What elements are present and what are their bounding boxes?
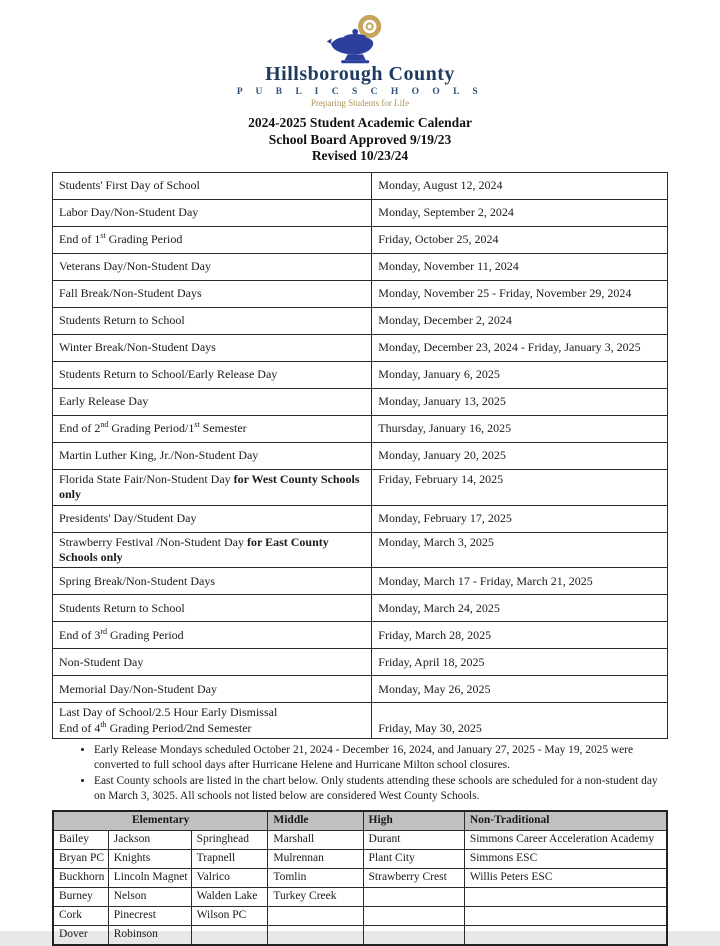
event-label: Memorial Day/Non-Student Day: [53, 676, 372, 703]
event-date: Thursday, January 16, 2025: [372, 415, 668, 442]
event-date: Friday, May 30, 2025: [372, 703, 668, 739]
academic-calendar-table: [52, 172, 668, 739]
event-date: Monday, December 2, 2024: [372, 307, 668, 334]
event-date: Monday, March 24, 2025: [372, 595, 668, 622]
school-name-cell: Springhead: [191, 831, 268, 850]
event-label: End of 3rd Grading Period: [53, 622, 372, 649]
schools-row: [53, 907, 667, 926]
schools-column-header: Non-Traditional: [464, 811, 667, 831]
calendar-row: [53, 622, 668, 649]
event-label: Winter Break/Non-Student Days: [53, 334, 372, 361]
school-name-cell: [363, 888, 464, 907]
school-name-cell: Trapnell: [191, 850, 268, 869]
calendar-row: [53, 199, 668, 226]
calendar-row: [53, 532, 668, 568]
calendar-row: [53, 649, 668, 676]
event-date: Friday, October 25, 2024: [372, 226, 668, 253]
schools-column-header: High: [363, 811, 464, 831]
event-label: Martin Luther King, Jr./Non-Student Day: [53, 442, 372, 469]
event-label: End of 1st Grading Period: [53, 226, 372, 253]
event-date: Monday, September 2, 2024: [372, 199, 668, 226]
event-label: Students Return to School: [53, 307, 372, 334]
title-block: [0, 115, 720, 165]
east-county-schools-table: [52, 810, 668, 946]
lamp-of-knowledge-icon: [325, 12, 395, 66]
school-name-cell: Mulrennan: [268, 850, 363, 869]
revision-line: Revised 10/23/24: [311, 148, 409, 164]
school-name-cell: Valrico: [191, 869, 268, 888]
schools-table-body: [53, 831, 667, 946]
event-date: Monday, January 13, 2025: [372, 388, 668, 415]
calendar-row: [53, 415, 668, 442]
event-label: End of 2nd Grading Period/1st Semester: [53, 415, 372, 442]
event-date: Monday, February 17, 2025: [372, 505, 668, 532]
event-label: Students Return to School/Early Release Day: [53, 361, 372, 388]
event-date: Monday, January 20, 2025: [372, 442, 668, 469]
calendar-row: [53, 568, 668, 595]
event-date: Monday, August 12, 2024: [372, 172, 668, 199]
school-name-cell: Cork: [53, 907, 108, 926]
document-title: 2024-2025 Student Academic Calendar: [248, 115, 472, 130]
school-name-cell: Bryan PC: [53, 850, 108, 869]
school-name-cell: Knights: [108, 850, 191, 869]
schools-row: [53, 926, 667, 946]
school-name-cell: Buckhorn: [53, 869, 108, 888]
event-label: Last Day of School/2.5 Hour Early Dismissal End of 4th Grading Period/2nd Semester: [53, 703, 372, 739]
event-label: Non-Student Day: [53, 649, 372, 676]
school-name-cell: Dover: [53, 926, 108, 946]
school-name-cell: [268, 907, 363, 926]
school-name-cell: Lincoln Magnet: [108, 869, 191, 888]
school-name-cell: Willis Peters ESC: [464, 869, 667, 888]
school-name-cell: Tomlin: [268, 869, 363, 888]
event-date: Monday, November 11, 2024: [372, 253, 668, 280]
school-name-cell: Bailey: [53, 831, 108, 850]
school-name-cell: Wilson PC: [191, 907, 268, 926]
school-name-cell: [464, 888, 667, 907]
school-name-cell: [363, 907, 464, 926]
event-date: Friday, February 14, 2025: [372, 469, 668, 505]
calendar-row: [53, 676, 668, 703]
note-item: • East County schools are listed in the chart below. Only students attending these schools are scheduled for a non-student day on March 3, 3025. All schools not listed below are considered West County Schools.: [94, 774, 660, 804]
event-date: Friday, March 28, 2025: [372, 622, 668, 649]
school-name-cell: Burney: [53, 888, 108, 907]
school-name-cell: Strawberry Crest: [363, 869, 464, 888]
calendar-row: [53, 505, 668, 532]
event-label: Presidents' Day/Student Day: [53, 505, 372, 532]
calendar-row: [53, 253, 668, 280]
calendar-row: [53, 469, 668, 505]
calendar-row: [53, 703, 668, 739]
calendar-row: [53, 595, 668, 622]
schools-column-header: Elementary: [53, 811, 268, 831]
school-name-cell: [268, 926, 363, 946]
event-date: Monday, January 6, 2025: [372, 361, 668, 388]
event-label: Strawberry Festival /Non-Student Day for East County Schools only: [53, 532, 372, 568]
school-name-cell: Pinecrest: [108, 907, 191, 926]
schools-row: [53, 850, 667, 869]
schools-table-head: [53, 811, 667, 831]
schools-row: [53, 869, 667, 888]
calendar-table-body: [53, 172, 668, 738]
school-name-cell: Marshall: [268, 831, 363, 850]
school-name-cell: Durant: [363, 831, 464, 850]
school-name-cell: Jackson: [108, 831, 191, 850]
school-name-cell: Turkey Creek: [268, 888, 363, 907]
event-label: Florida State Fair/Non-Student Day for West County Schools only: [53, 469, 372, 505]
event-label: Early Release Day: [53, 388, 372, 415]
school-name-cell: Robinson: [108, 926, 191, 946]
document-header: [0, 0, 720, 165]
school-name-cell: Walden Lake: [191, 888, 268, 907]
calendar-row: [53, 226, 668, 253]
schools-row: [53, 831, 667, 850]
school-name-cell: Plant City: [363, 850, 464, 869]
school-name-cell: [363, 926, 464, 946]
calendar-row: [53, 334, 668, 361]
note-item: • Early Release Mondays scheduled October 21, 2024 - December 16, 2024, and January 27, 2025 - May 19, 2025 were converted to full school days after Hurricane Helene and Hurricane Milton school closures.: [94, 743, 660, 773]
school-name-cell: [191, 926, 268, 946]
event-label: Labor Day/Non-Student Day: [53, 199, 372, 226]
event-date: Monday, March 17 - Friday, March 21, 2025: [372, 568, 668, 595]
approval-line: School Board Approved 9/19/23: [268, 131, 452, 147]
school-name-cell: Simmons ESC: [464, 850, 667, 869]
calendar-row: [53, 388, 668, 415]
event-label: Veterans Day/Non-Student Day: [53, 253, 372, 280]
event-date: Monday, May 26, 2025: [372, 676, 668, 703]
school-name-cell: [464, 907, 667, 926]
brand-tagline: Preparing Students for Life: [310, 98, 410, 108]
calendar-row: [53, 361, 668, 388]
event-date: Monday, March 3, 2025: [372, 532, 668, 568]
calendar-row: [53, 307, 668, 334]
schools-column-header: Middle: [268, 811, 363, 831]
event-date: Monday, November 25 - Friday, November 29, 2024: [372, 280, 668, 307]
event-label: Students Return to School: [53, 595, 372, 622]
brand-name: Hillsborough County: [265, 63, 455, 85]
event-date: Monday, December 23, 2024 - Friday, January 3, 2025: [372, 334, 668, 361]
event-label: Students' First Day of School: [53, 172, 372, 199]
school-name-cell: Nelson: [108, 888, 191, 907]
event-date: Friday, April 18, 2025: [372, 649, 668, 676]
schools-row: [53, 888, 667, 907]
calendar-row: [53, 280, 668, 307]
school-name-cell: Simmons Career Acceleration Academy: [464, 831, 667, 850]
event-label: Spring Break/Non-Student Days: [53, 568, 372, 595]
calendar-row: [53, 172, 668, 199]
notes-list: [80, 743, 660, 804]
event-label: Fall Break/Non-Student Days: [53, 280, 372, 307]
school-name-cell: [464, 926, 667, 946]
schools-header-row: [53, 811, 667, 831]
brand-subtitle: P U B L I C S C H O O L S: [236, 87, 484, 97]
calendar-row: [53, 442, 668, 469]
